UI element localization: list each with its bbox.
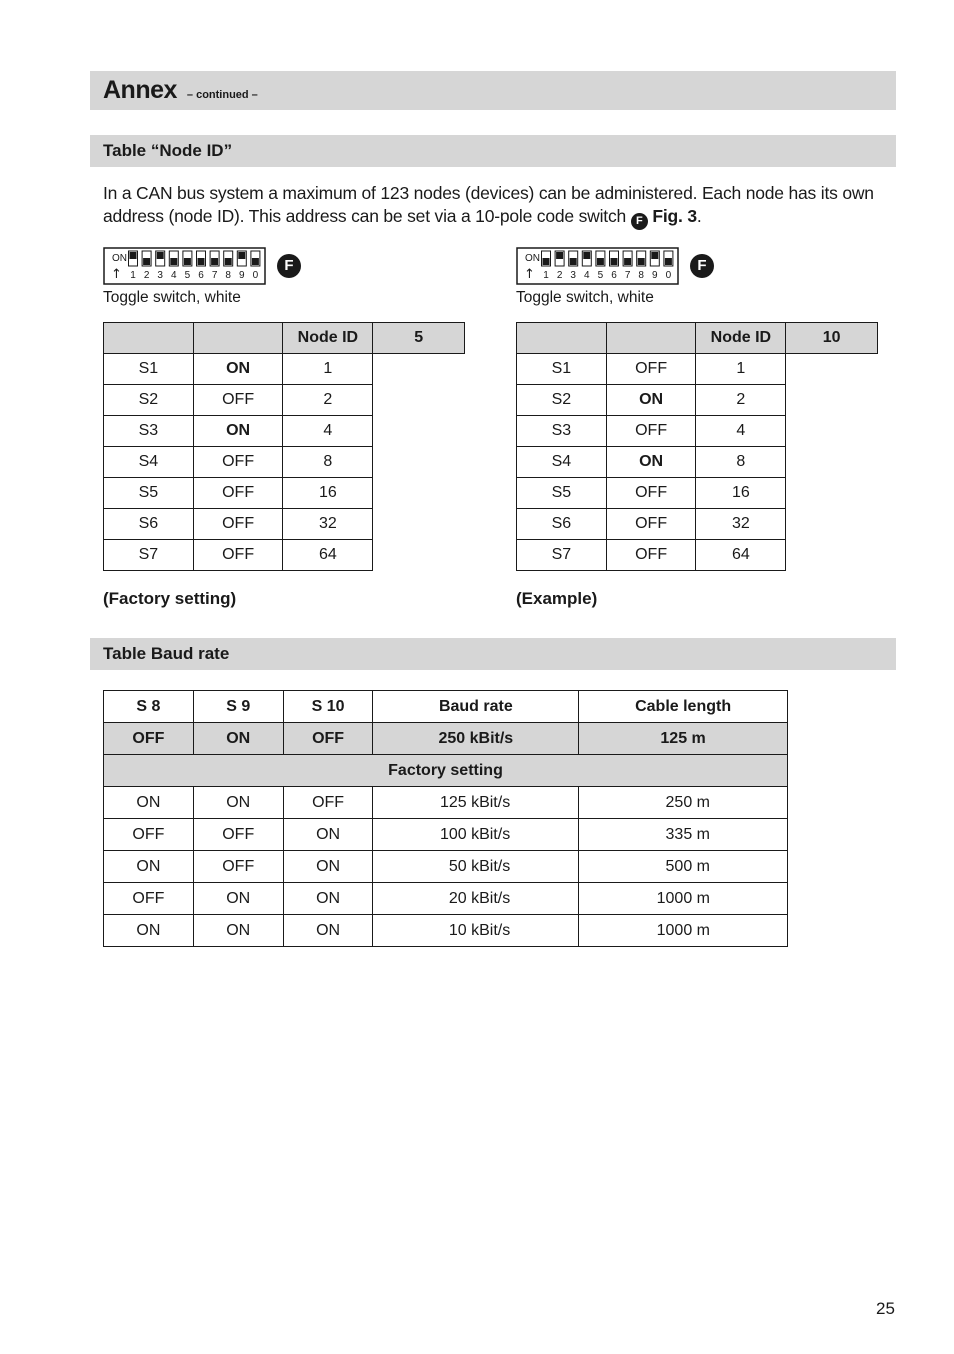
value-cell: 4: [696, 416, 786, 447]
column-header: S 10: [283, 691, 373, 723]
header-cell: [517, 323, 607, 354]
baud-cell: 50 kBit/s: [373, 851, 579, 883]
dip-number: 1: [543, 270, 549, 281]
dip-on-label: ON: [525, 253, 540, 264]
switch-cell: S6: [104, 509, 194, 540]
switch-cell: S2: [104, 385, 194, 416]
table-row: [104, 540, 465, 571]
dip-number: 6: [611, 270, 617, 281]
dip-lever: [184, 258, 191, 265]
factory-setting-note: (Factory setting): [103, 589, 237, 608]
empty-cell: [373, 416, 465, 447]
baud-rate-table: [103, 690, 788, 947]
baud-header-row: [104, 691, 788, 723]
figure-marker-right: F: [690, 254, 714, 278]
baud-cell: 125 kBit/s: [373, 787, 579, 819]
value-cell: 1: [283, 354, 373, 385]
dip-number: 8: [225, 270, 231, 281]
table-row: [104, 385, 465, 416]
state-cell: OFF: [606, 354, 696, 385]
caption-left: Toggle switch, white: [103, 289, 241, 306]
dip-number: 5: [597, 270, 604, 281]
table-row: [104, 819, 788, 851]
state-cell: ON: [193, 416, 283, 447]
value-cell: 64: [696, 540, 786, 571]
switch-cell: S5: [104, 478, 194, 509]
dip-number: 4: [171, 270, 177, 281]
value-cell: 2: [696, 385, 786, 416]
node-id-table-right: [516, 322, 878, 571]
section-heading-node-id: Table “Node ID”: [90, 135, 896, 167]
switch-cell: S1: [517, 354, 607, 385]
switch-cell: S1: [104, 354, 194, 385]
dip-number: 0: [252, 270, 259, 281]
table-header-row: [517, 323, 878, 354]
empty-cell: [373, 478, 465, 509]
dip-switch-left: [103, 247, 266, 285]
example-note: (Example): [516, 589, 598, 608]
dip-lever: [225, 258, 232, 265]
column-header: Baud rate: [373, 691, 579, 723]
column-header: Cable length: [579, 691, 788, 723]
dip-lever: [556, 252, 563, 259]
table-row: [517, 540, 878, 571]
baud-cell: 335 m: [579, 819, 788, 851]
baud-cell: ON: [283, 851, 373, 883]
factory-label-row: [104, 755, 788, 787]
state-cell: OFF: [606, 509, 696, 540]
empty-cell: [786, 354, 878, 385]
baud-cell: ON: [283, 915, 373, 947]
intro-text: In a CAN bus system a maximum of 123 nodes (devices) can be administered. Each node has its own address (node ID). This address can be set via a 10-pole code switch: [103, 183, 874, 226]
column-header: S 9: [193, 691, 283, 723]
state-cell: ON: [606, 447, 696, 478]
baud-cell: 20 kBit/s: [373, 883, 579, 915]
baud-cell: OFF: [193, 819, 283, 851]
state-cell: OFF: [193, 540, 283, 571]
table-row: [104, 509, 465, 540]
switch-cell: S6: [517, 509, 607, 540]
table-row: [517, 447, 878, 478]
empty-cell: [786, 447, 878, 478]
state-cell: OFF: [606, 540, 696, 571]
header-node-id: Node ID: [696, 323, 786, 354]
baud-cell: 100 kBit/s: [373, 819, 579, 851]
table-row: [104, 851, 788, 883]
baud-cell: ON: [104, 787, 194, 819]
baud-cell: ON: [193, 787, 283, 819]
dip-lever: [611, 258, 618, 265]
baud-cell: ON: [283, 883, 373, 915]
header-node-value: 5: [373, 323, 465, 354]
factory-cell: 125 m: [579, 723, 788, 755]
baud-cell: OFF: [104, 819, 194, 851]
dip-number: 2: [143, 270, 150, 281]
table-row: [517, 416, 878, 447]
baud-cell: OFF: [283, 787, 373, 819]
factory-cell: 250 kBit/s: [373, 723, 579, 755]
dip-switch-right: [516, 247, 679, 285]
dip-lever: [624, 258, 631, 265]
empty-cell: [373, 509, 465, 540]
dip-number: 7: [624, 270, 631, 281]
dip-number: 6: [198, 270, 204, 281]
value-cell: 4: [283, 416, 373, 447]
dip-number: 9: [652, 270, 658, 281]
dip-lever: [130, 252, 137, 259]
page-subtitle: – continued –: [186, 89, 258, 101]
switch-cell: S3: [517, 416, 607, 447]
table-row: [104, 915, 788, 947]
value-cell: 32: [283, 509, 373, 540]
switch-cell: S4: [517, 447, 607, 478]
empty-cell: [373, 447, 465, 478]
dip-lever: [252, 258, 259, 265]
dip-number: 1: [130, 270, 136, 281]
state-cell: ON: [193, 354, 283, 385]
table-row: [104, 478, 465, 509]
dip-number: 4: [584, 270, 590, 281]
figure-reference: Fig. 3: [652, 206, 697, 226]
value-cell: 1: [696, 354, 786, 385]
factory-cell: ON: [193, 723, 283, 755]
value-cell: 16: [696, 478, 786, 509]
dip-lever: [211, 258, 218, 265]
state-cell: OFF: [193, 478, 283, 509]
baud-cell: 10 kBit/s: [373, 915, 579, 947]
dip-lever: [638, 258, 645, 265]
value-cell: 64: [283, 540, 373, 571]
dip-lever: [665, 258, 672, 265]
empty-cell: [786, 385, 878, 416]
switch-cell: S7: [517, 540, 607, 571]
table-row: [104, 447, 465, 478]
dip-lever: [651, 252, 658, 259]
factory-cell: OFF: [283, 723, 373, 755]
switch-cell: S3: [104, 416, 194, 447]
value-cell: 16: [283, 478, 373, 509]
empty-cell: [786, 509, 878, 540]
switch-cell: S2: [517, 385, 607, 416]
dip-number: 9: [239, 270, 245, 281]
table-header-row: [104, 323, 465, 354]
dip-number: 3: [570, 270, 576, 281]
table-row: [517, 509, 878, 540]
baud-cell: ON: [193, 883, 283, 915]
dip-lever: [198, 258, 205, 265]
node-id-table-left: [103, 322, 465, 571]
dip-number: 8: [638, 270, 644, 281]
section-heading-baud-rate: Table Baud rate: [90, 638, 896, 670]
state-cell: OFF: [193, 385, 283, 416]
dip-on-label: ON: [112, 253, 127, 264]
state-cell: OFF: [606, 478, 696, 509]
header-cell: [104, 323, 194, 354]
dip-lever: [170, 258, 177, 265]
dip-lever: [570, 258, 577, 265]
switch-cell: S4: [104, 447, 194, 478]
empty-cell: [786, 416, 878, 447]
empty-cell: [373, 354, 465, 385]
dip-arrow-icon: ↑: [524, 267, 535, 282]
empty-cell: [373, 385, 465, 416]
table-row: [104, 787, 788, 819]
baud-cell: 500 m: [579, 851, 788, 883]
baud-cell: ON: [104, 851, 194, 883]
table-row: [104, 883, 788, 915]
baud-cell: 1000 m: [579, 883, 788, 915]
dip-lever: [583, 252, 590, 259]
header-cell: [606, 323, 696, 354]
value-cell: 8: [696, 447, 786, 478]
value-cell: 2: [283, 385, 373, 416]
annex-header: [90, 71, 896, 110]
factory-cell: OFF: [104, 723, 194, 755]
state-cell: OFF: [606, 416, 696, 447]
dip-lever: [143, 258, 150, 265]
dip-arrow-icon: ↑: [111, 267, 122, 282]
baud-cell: 250 m: [579, 787, 788, 819]
figure-marker-left: F: [277, 254, 301, 278]
empty-cell: [786, 478, 878, 509]
value-cell: 8: [283, 447, 373, 478]
table-row: [104, 416, 465, 447]
switch-cell: S5: [517, 478, 607, 509]
state-cell: OFF: [193, 447, 283, 478]
value-cell: 32: [696, 509, 786, 540]
baud-cell: ON: [283, 819, 373, 851]
table-row: [104, 354, 465, 385]
intro-paragraph: [103, 182, 893, 230]
baud-cell: ON: [104, 915, 194, 947]
baud-cell: ON: [193, 915, 283, 947]
dip-number: 5: [184, 270, 191, 281]
baud-cell: OFF: [104, 883, 194, 915]
dip-lever: [157, 252, 164, 259]
dip-number: 3: [157, 270, 163, 281]
header-cell: [193, 323, 283, 354]
dip-lever: [543, 258, 550, 265]
table-row: [517, 354, 878, 385]
dip-number: 7: [211, 270, 218, 281]
page-number: 25: [876, 1299, 895, 1318]
switch-cell: S7: [104, 540, 194, 571]
figure-marker-f: F: [631, 213, 648, 230]
caption-right: Toggle switch, white: [516, 289, 654, 306]
dip-number: 2: [556, 270, 563, 281]
dip-number: 0: [665, 270, 672, 281]
page-title: Annex: [103, 76, 177, 104]
header-node-id: Node ID: [283, 323, 373, 354]
factory-setting-label: Factory setting: [104, 755, 788, 787]
empty-cell: [786, 540, 878, 571]
empty-cell: [373, 540, 465, 571]
table-row: [517, 478, 878, 509]
dip-lever: [597, 258, 604, 265]
baud-cell: 1000 m: [579, 915, 788, 947]
column-header: S 8: [104, 691, 194, 723]
baud-cell: OFF: [193, 851, 283, 883]
intro-end: .: [696, 206, 702, 226]
header-node-value: 10: [786, 323, 878, 354]
table-row: [517, 385, 878, 416]
dip-lever: [238, 252, 245, 259]
state-cell: ON: [606, 385, 696, 416]
state-cell: OFF: [193, 509, 283, 540]
factory-row: [104, 723, 788, 755]
